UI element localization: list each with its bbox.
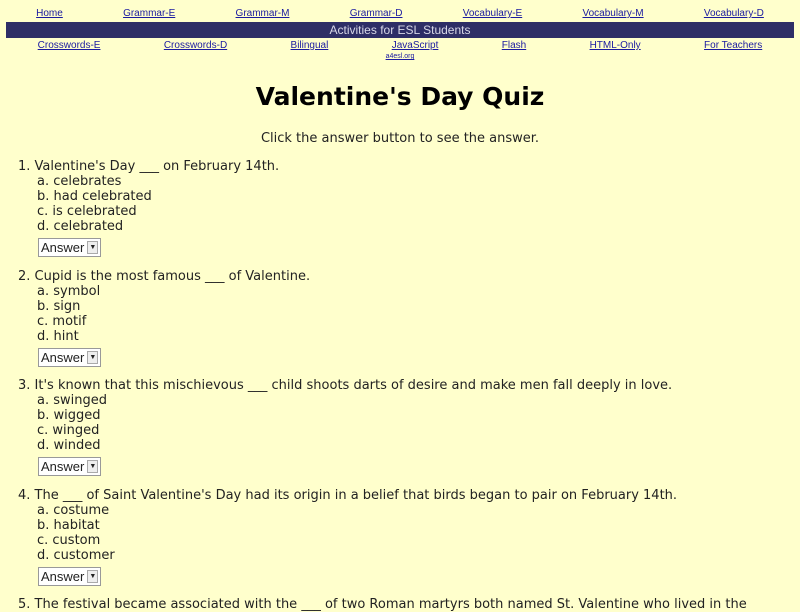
question-text: 3. It's known that this mischievous ___ child shoots darts of desire and make men fall deeply in love. xyxy=(18,378,673,393)
nav-link[interactable]: Bilingual xyxy=(290,40,329,51)
answer-option: c. winged xyxy=(37,423,100,438)
question-text: 1. Valentine's Day ___ on February 14th. xyxy=(18,159,280,174)
answer-select[interactable] xyxy=(38,457,101,476)
question xyxy=(18,488,677,586)
nav-link[interactable]: Home xyxy=(36,8,63,19)
nav-link[interactable]: Vocabulary-E xyxy=(462,8,523,19)
question-text: 2. Cupid is the most famous ___ of Valentine. xyxy=(18,268,311,284)
dropdown-arrow-icon: ▼ xyxy=(87,241,98,254)
answer-option: c. motif xyxy=(37,313,87,329)
nav-link[interactable]: Vocabulary-D xyxy=(703,8,764,19)
second-nav xyxy=(6,40,794,51)
answer-option: b. habitat xyxy=(37,517,100,533)
answer-select-label: Answer xyxy=(41,349,85,365)
answer-option: b. had celebrated xyxy=(37,189,152,204)
answer-option: c. is celebrated xyxy=(37,204,137,219)
question xyxy=(18,378,672,476)
answer-option: a. celebrates xyxy=(37,174,122,189)
site-link[interactable]: a4esl.org xyxy=(385,53,415,60)
nav-link[interactable]: Grammar-D xyxy=(349,8,403,19)
top-nav xyxy=(6,8,794,19)
answer-select[interactable] xyxy=(38,567,101,586)
answer-select-label: Answer xyxy=(41,568,85,584)
dropdown-arrow-icon: ▼ xyxy=(87,570,98,583)
answer-select[interactable] xyxy=(38,348,101,367)
answer-option: a. swinged xyxy=(37,393,107,408)
question xyxy=(18,269,310,367)
answer-option: d. winded xyxy=(37,438,101,453)
answer-select[interactable] xyxy=(38,238,101,257)
question-text: 5. The festival became associated with the ___ of two Roman martyrs both named St. Valentine who lived in the xyxy=(18,597,747,612)
instructions: Click the answer button to see the answer. xyxy=(260,131,540,146)
answer-option: d. celebrated xyxy=(37,219,124,234)
answer-option: d. hint xyxy=(37,328,79,344)
nav-link[interactable]: Grammar-E xyxy=(123,8,176,19)
answer-option: a. symbol xyxy=(37,283,101,299)
nav-link[interactable]: Grammar-M xyxy=(235,8,290,19)
dropdown-arrow-icon: ▼ xyxy=(87,351,98,364)
question-text: 4. The ___ of Saint Valentine's Day had its origin in a belief that birds began to pair on February 14th. xyxy=(18,487,678,503)
nav-link[interactable]: HTML-Only xyxy=(589,40,641,51)
page-title: Valentine's Day Quiz xyxy=(255,82,545,111)
nav-link[interactable]: Flash xyxy=(501,40,527,51)
question xyxy=(18,597,747,612)
question xyxy=(18,159,279,257)
answer-option: b. sign xyxy=(37,298,81,314)
nav-link[interactable]: Crosswords-D xyxy=(163,40,228,51)
site-banner: Activities for ESL Students xyxy=(6,22,794,38)
answer-select-label: Answer xyxy=(41,459,85,474)
nav-link[interactable]: For Teachers xyxy=(704,40,763,51)
answer-option: b. wigged xyxy=(37,408,101,423)
answer-select-label: Answer xyxy=(41,240,85,255)
answer-option: c. custom xyxy=(37,532,101,548)
dropdown-arrow-icon: ▼ xyxy=(87,460,98,473)
nav-link[interactable]: JavaScript xyxy=(391,40,439,51)
nav-link[interactable]: Crosswords-E xyxy=(37,40,101,51)
answer-option: a. costume xyxy=(37,502,110,518)
answer-option: d. customer xyxy=(37,547,115,563)
nav-link[interactable]: Vocabulary-M xyxy=(582,8,644,19)
